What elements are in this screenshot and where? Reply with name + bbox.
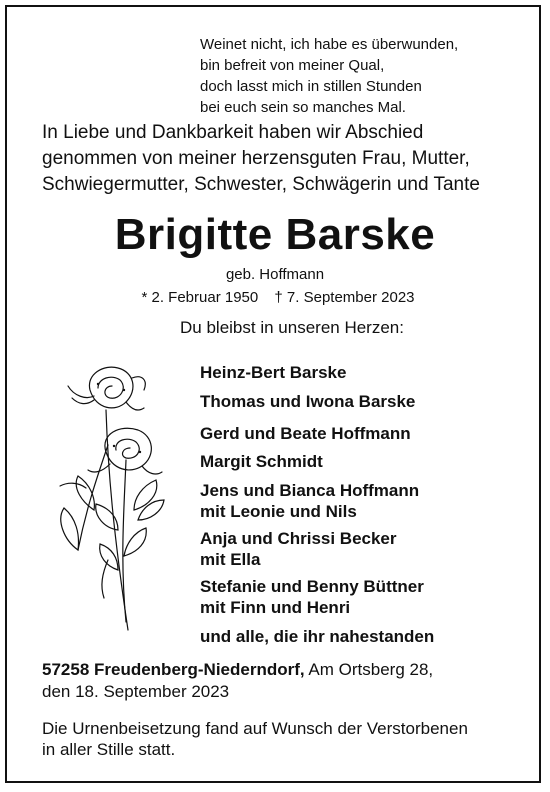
- intro-line: Schwiegermutter, Schwester, Schwägerin und Tante: [42, 174, 480, 195]
- urn-notice: [42, 718, 468, 760]
- poem-line: doch lasst mich in stillen Stunden: [200, 78, 422, 95]
- mourner-line: mit Ella: [200, 550, 261, 569]
- mourner-line: Heinz-Bert Barske: [200, 363, 347, 382]
- poem-line: bin befreit von meiner Qual,: [200, 57, 385, 74]
- deceased-name: Brigitte Barske: [114, 210, 436, 259]
- urn-notice-line: Die Urnenbeisetzung fand auf Wunsch der Verstorbenen: [42, 719, 468, 738]
- urn-notice-line: in aller Stille statt.: [42, 740, 176, 759]
- poem-line: Weinet nicht, ich habe es überwunden,: [200, 36, 459, 53]
- intro-line: genommen von meiner herzensguten Frau, Mutter,: [42, 148, 470, 169]
- mourner-line: Anja und Chrissi Becker: [200, 529, 397, 548]
- mourner-line: Stefanie und Benny Büttner: [200, 577, 424, 596]
- mourner-line: Gerd und Beate Hoffmann: [200, 424, 411, 443]
- mourner-line: Thomas und Iwona Barske: [200, 392, 416, 411]
- mourner-line: mit Finn und Henri: [200, 598, 351, 617]
- heart-line: Du bleibst in unseren Herzen:: [180, 318, 404, 337]
- birth-date: * 2. Februar 1950: [141, 289, 259, 306]
- mourner-line: mit Leonie und Nils: [200, 502, 357, 521]
- rose-illustration-icon: [38, 360, 168, 640]
- intro-line: In Liebe und Dankbarkeit haben wir Abschied: [42, 122, 424, 143]
- address-block: [42, 659, 433, 703]
- address-street: Am Ortsberg 28,: [308, 660, 434, 679]
- address-date: den 18. September 2023: [42, 682, 230, 701]
- mourner-line: Jens und Bianca Hoffmann: [200, 481, 420, 500]
- poem-line: bei euch sein so manches Mal.: [200, 99, 406, 116]
- poem: [200, 34, 458, 118]
- address-place: 57258 Freudenberg-Niederndorf,: [42, 660, 305, 679]
- maiden-name: geb. Hoffmann: [225, 266, 325, 283]
- address-line: [42, 659, 433, 681]
- intro-text: [42, 120, 480, 198]
- death-date: † 7. September 2023: [274, 289, 415, 306]
- mourner-line: und alle, die ihr nahestanden: [200, 627, 435, 646]
- mourner-line: Margit Schmidt: [200, 452, 323, 471]
- life-dates: [0, 289, 550, 306]
